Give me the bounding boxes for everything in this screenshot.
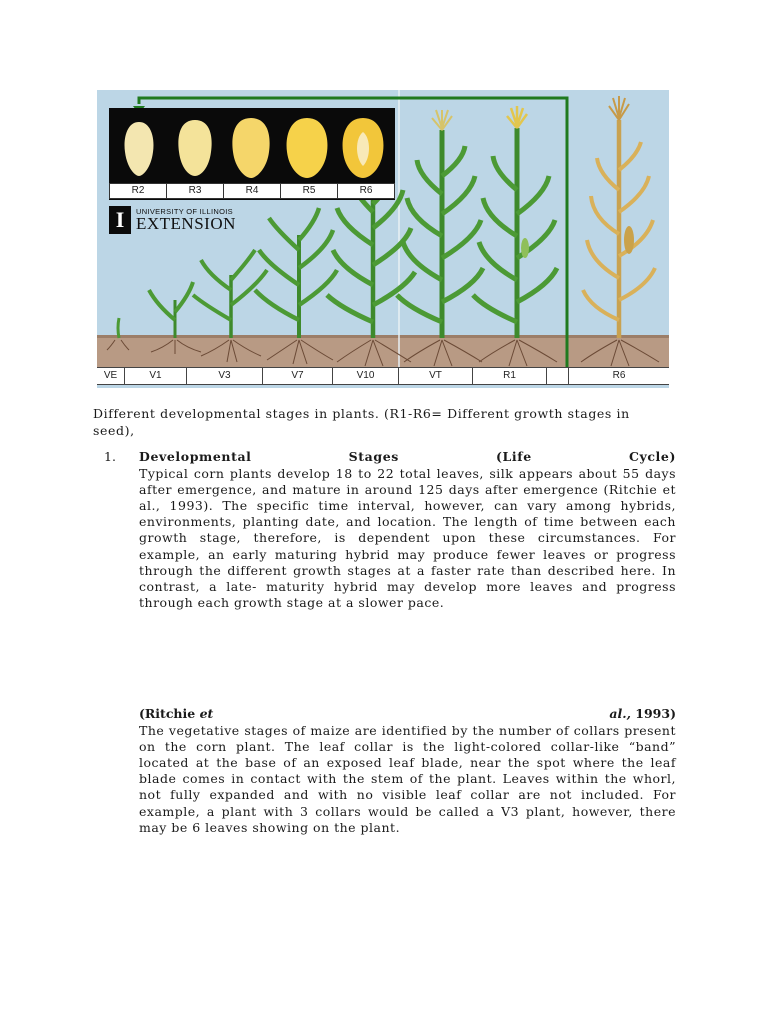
kernel-r3 [178,120,211,176]
stage-label: VE [97,368,125,384]
heading-word: Stages [348,449,399,464]
list-number: 1. [104,449,116,464]
heading-word: Cycle) [628,449,676,464]
stage-label: V7 [263,368,333,384]
kernel-r4 [232,118,269,178]
section-vegetative-stages [139,706,676,836]
stage-label: VT [399,368,473,384]
heading-word: (Life [496,449,532,464]
plant-r1 [473,106,557,366]
growth-stages-figure [97,90,669,388]
section-paragraph: Typical corn plants develop 18 to 22 total leaves, silk appears about 55 days after emergence, and mature in around 125 days after emergence (Ritchie et al., 1993). The specific time interval, however, can vary among hybrids, environments, planting date, and location. The length of time between each growth stage, therefore, is dependent upon these circumstances. For example, an early maturing hybrid may produce fewer leaves or progress through the different growth stages at a faster rate than described here. In contrast, a late- maturity hybrid may develop more leaves and progress through each growth stage at a slower pace. [139,465,676,611]
citation-author: (Ritchie [139,706,200,721]
kernel-label: R5 [281,184,338,198]
stage-label: V3 [187,368,263,384]
stage-label: V10 [333,368,399,384]
citation-et: et [199,706,214,721]
kernel-labels [109,183,395,199]
kernel-label: R2 [110,184,167,198]
illinois-logo-mark: I [109,206,131,234]
stage-label-blank [547,368,569,384]
section-developmental-stages [104,449,676,611]
stage-label: V1 [125,368,187,384]
kernel-r2 [125,122,154,176]
soil-band [97,335,669,367]
kernel-label: R3 [167,184,224,198]
vegetative-paragraph: The vegetative stages of maize are identified by the number of collars present on the corn plant. The leaf collar is the light-colored collar-like “band” located at the base of an exposed leaf blade, near the spot where the leaf blade comes in contact with the stem of the plant. Leaves within the whorl, not fully expanded and with no visible leaf collar are not included. For example, a plant with 3 collars would be called a V3 plant, however, there may be 6 leaves showing on the plant. [139,722,676,835]
extension-logo [109,205,236,235]
section-heading [139,449,676,466]
citation-year: 1993) [630,706,676,721]
citation-heading [139,706,676,723]
kernel-label: R6 [359,185,373,196]
heading-word: Developmental [139,449,252,464]
stage-label: R6 [612,370,626,381]
logo-extension-text: EXTENSION [136,214,236,234]
figure-caption: Different developmental stages in plants. (R1-R6= Different growth stages in seed), [93,406,630,438]
stage-label: R1 [473,368,547,384]
plant-r6 [581,96,659,366]
plant-vt [397,110,483,366]
citation-al: al., [609,706,631,721]
logo-university-text: UNIVERSITY OF ILLINOIS [136,206,233,216]
kernel-r5 [287,118,328,178]
stage-label-bar [97,367,669,385]
kernel-label: R4 [224,184,281,198]
